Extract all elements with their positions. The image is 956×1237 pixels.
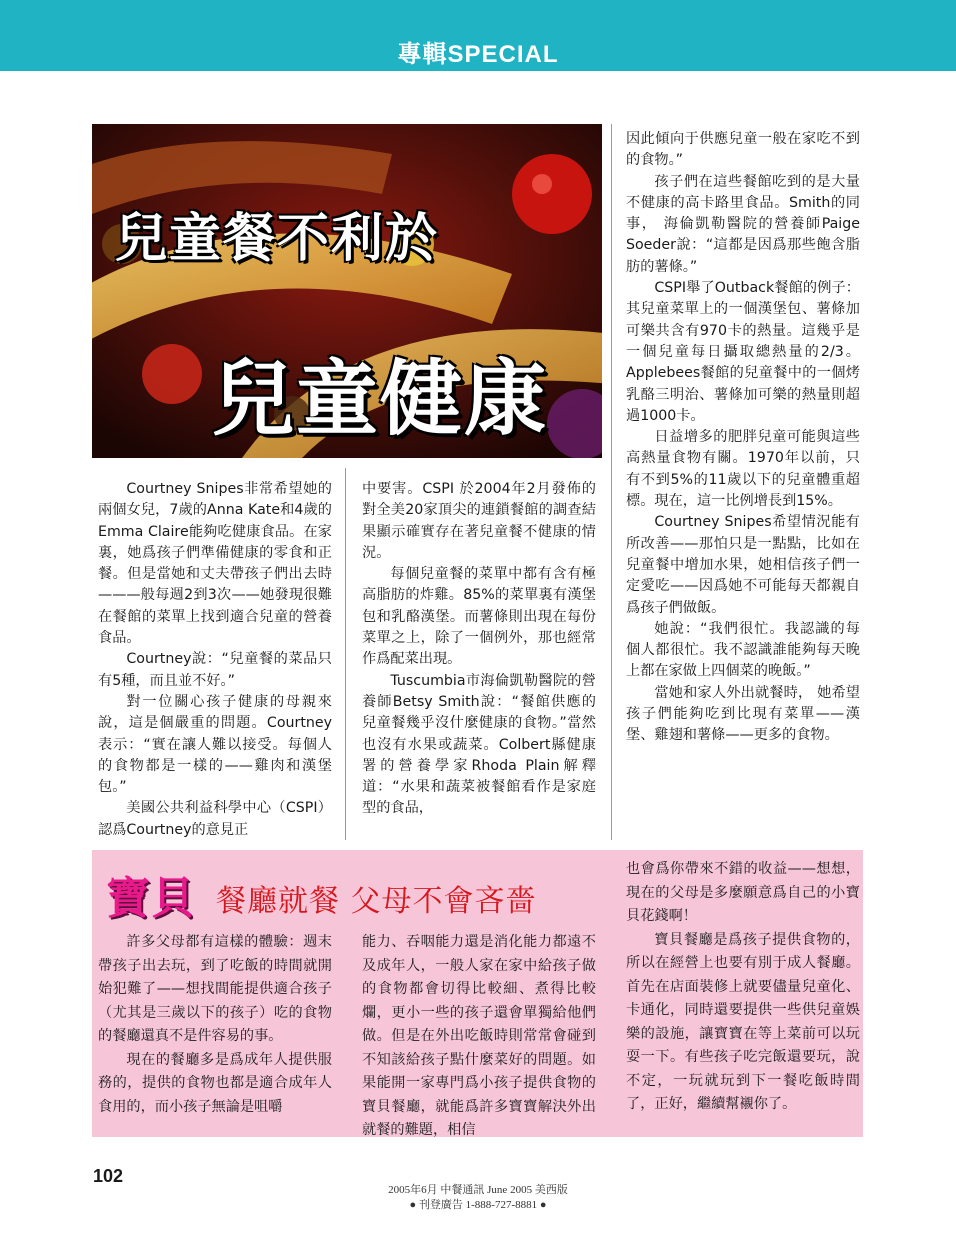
sidebar-column-1: [98, 931, 332, 1119]
column-divider: [345, 468, 346, 840]
sidebar-column-3: [626, 858, 860, 1117]
hero-title-line2: 兒童健康: [212, 352, 549, 447]
issue-line: 2005年6月 中餐通訊 June 2005 美西版: [388, 1184, 568, 1196]
sidebar-title-highlight: 寶貝: [106, 873, 196, 924]
paragraph: 孩子們在這些餐館吃到的是大量不健康的高卡路里食品。Smith的同事， 海倫凱勒醫院的營養師Paige Soeder說：“這都是因爲那些飽含脂肪的薯條。”: [626, 173, 860, 275]
hero-title-line1: 兒童餐不利於: [115, 209, 440, 269]
paragraph: 許多父母都有這樣的體驗：週末帶孩子出去玩，到了吃飯的時間就開始犯難了——想找間能提供適合孩子（尤其是三歲以下的孩子）吃的食物的餐廳還真不是件容易的事。: [98, 934, 332, 1044]
paragraph: 日益增多的肥胖兒童可能與這些高熱量食物有關。1970年以前，只有不到5%的11歲以下的兒童體重超標。現在，這一比例增長到15%。: [626, 429, 860, 510]
paragraph: 寶貝餐廳是爲孩子提供食物的，所以在經營上也要有別于成人餐廳。首先在店面裝修上就要儘量兒童化、卡通化，同時還要提供一些供兒童娛樂的設施，讓寶寶在等上菜前可以玩耍一下。有些孩子吃完飯還要玩，說不定，一玩就玩到下一餐吃飯時間了，正好，繼續幫襯你了。: [626, 931, 860, 1112]
paragraph: Tuscumbia市海倫凱勒醫院的營養師Betsy Smith說：“餐館供應的兒童餐幾乎沒什麼健康的食物。”當然也沒有水果或蔬菜。Colbert縣健康署的營養學家Rhoda Plain解釋道：“水果和蔬菜被餐館看作是家庭型的食品，: [362, 672, 596, 817]
section-title: 專輯SPECIAL: [397, 41, 559, 68]
paragraph: 也會爲你帶來不錯的收益——想想，現在的父母是多麼願意爲自己的小寶貝花錢啊！: [626, 861, 860, 924]
paragraph: 對一位關心孩子健康的母親來說，這是個嚴重的問題。Courtney表示：“實在讓人難以接受。每個人的食物都是一樣的——雞肉和漢堡包。”: [98, 693, 332, 796]
article-column-2: [362, 479, 596, 820]
paragraph: 她說：“我們很忙。我認識的每個人都很忙。我不認識誰能夠每天晚上都在家做上四個菜的晚飯。”: [626, 620, 860, 680]
advertising-line: ● 刊登廣告 1-888-727-8881 ●: [409, 1199, 547, 1211]
article-column-3: [626, 129, 860, 747]
paragraph: 每個兒童餐的菜單中都有含有極高脂肪的炸雞。85%的菜單裏有漢堡包和乳酪漢堡。而薯條則出現在每份菜單之上，除了一個例外，那也經常作爲配菜出現。: [362, 566, 596, 668]
paragraph: 當她和家人外出就餐時， 她希望孩子們能夠吃到比現有菜單——漢堡、雞翅和薯條——更多的食物。: [626, 684, 860, 744]
paragraph: 現在的餐廳多是爲成年人提供服務的，提供的食物也都是適合成年人食用的，而小孩子無論是咀嚼: [98, 1051, 332, 1115]
column-divider: [611, 124, 612, 840]
paragraph: 因此傾向于供應兒童一般在家吃不到的食物。”: [626, 131, 860, 169]
paragraph: 美國公共利益科學中心（CSPI）認爲Courtney的意見正: [98, 800, 332, 838]
paragraph: Courtney Snipes非常希望她的兩個女兒，7歲的Anna Kate和4歲的Emma Claire能夠吃健康食品。在家裏，她爲孩子們準備健康的零食和正餐。但是當她和丈夫帶孩子們出去時———般每週2到3次——她發現很難在餐館的菜單上找到適合兒童的營養食品。: [98, 481, 332, 647]
page-number: 102: [93, 1166, 124, 1186]
paragraph: Courtney Snipes希望情況能有所改善——那怕只是一點點，比如在兒童餐中增加水果，她相信孩子們一定愛吃——因爲她不可能每天都親自爲孩子們做飯。: [626, 514, 860, 616]
article-column-1: [98, 479, 332, 841]
paragraph: 能力、吞咽能力還是消化能力都遠不及成年人，一般人家在家中給孩子做的食物都會切得比較細、煮得比較爛，更小一些的孩子還會單獨給他們做。但是在外出吃飯時則常常會碰到不知該給孩子點什麼菜好的問題。如果能開一家專門爲小孩子提供食物的寶貝餐廳，就能爲許多寶寶解決外出就餐的難題，相信: [362, 934, 596, 1138]
sidebar-title: 餐廳就餐 父母不會吝嗇: [216, 884, 537, 919]
paragraph: Courtney說：“兒童餐的菜品只有5種，而且並不好。”: [98, 651, 332, 689]
paragraph: 中要害。CSPI 於2004年2月發佈的對全美20家頂尖的連鎖餐館的調查結果顯示確實存在著兒童餐不健康的情況。: [362, 481, 596, 561]
paragraph: CSPI舉了Outback餐館的例子：其兒童菜單上的一個漢堡包、薯條加可樂共含有970卡的熱量。這幾乎是一個兒童每日攝取總熱量的2/3。Applebees餐館的兒童餐中的一個烤乳酪三明治、薯條加可樂的熱量則超過1000卡。: [626, 280, 860, 424]
sidebar-column-2: [362, 931, 596, 1143]
